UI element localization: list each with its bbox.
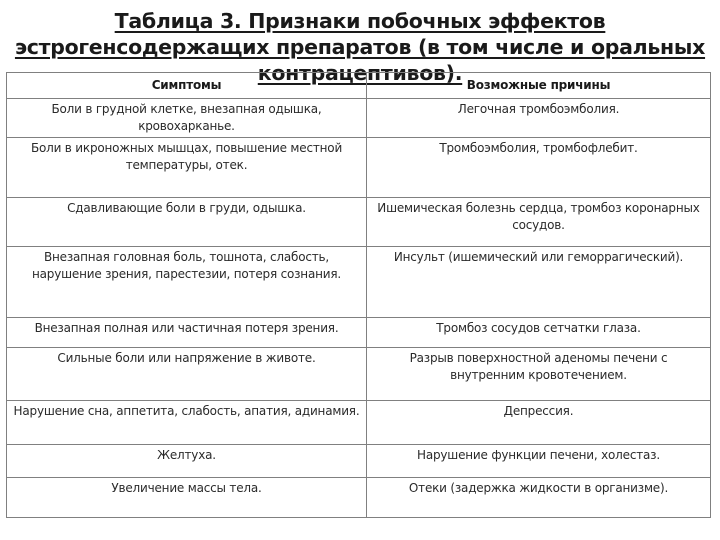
symptom-cell: Нарушение сна, аппетита, слабость, апатия, адинамия.: [7, 401, 367, 445]
side-effects-table: [6, 72, 711, 518]
table-row: [7, 318, 711, 348]
table-row: [7, 348, 711, 401]
table-row: [7, 401, 711, 445]
page-title: Таблица 3. Признаки побочных эффектов эстрогенсодержащих препаратов (в том числе и оральных контрацептивов).: [14, 9, 706, 85]
cause-cell: Легочная тромбоэмболия.: [367, 99, 711, 138]
table-row: [7, 445, 711, 478]
cause-cell: Нарушение функции печени, холестаз.: [367, 445, 711, 478]
side-effects-table-container: [6, 72, 710, 518]
symptom-cell: Боли в грудной клетке, внезапная одышка, кровохарканье.: [7, 99, 367, 138]
symptom-cell: Боли в икроножных мышцах, повышение местной температуры, отек.: [7, 138, 367, 198]
table-row: [7, 247, 711, 318]
table-row: [7, 198, 711, 247]
table-header-row: [7, 73, 711, 99]
header-symptoms: Симптомы: [7, 73, 367, 99]
cause-cell: Инсульт (ишемический или геморрагический).: [367, 247, 711, 318]
cause-cell: Разрыв поверхностной аденомы печени с внутренним кровотечением.: [367, 348, 711, 401]
cause-cell: Отеки (задержка жидкости в организме).: [367, 478, 711, 518]
cause-cell: Тромбоз сосудов сетчатки глаза.: [367, 318, 711, 348]
symptom-cell: Увеличение массы тела.: [7, 478, 367, 518]
cause-cell: Депрессия.: [367, 401, 711, 445]
symptom-cell: Внезапная полная или частичная потеря зрения.: [7, 318, 367, 348]
cause-cell: Тромбоэмболия, тромбофлебит.: [367, 138, 711, 198]
cause-cell: Ишемическая болезнь сердца, тромбоз коронарных сосудов.: [367, 198, 711, 247]
symptom-cell: Сильные боли или напряжение в животе.: [7, 348, 367, 401]
table-row: [7, 138, 711, 198]
symptom-cell: Внезапная головная боль, тошнота, слабость, нарушение зрения, парестезии, потеря сознания.: [7, 247, 367, 318]
table-row: [7, 99, 711, 138]
symptom-cell: Сдавливающие боли в груди, одышка.: [7, 198, 367, 247]
table-row: [7, 478, 711, 518]
header-causes: Возможные причины: [367, 73, 711, 99]
symptom-cell: Желтуха.: [7, 445, 367, 478]
